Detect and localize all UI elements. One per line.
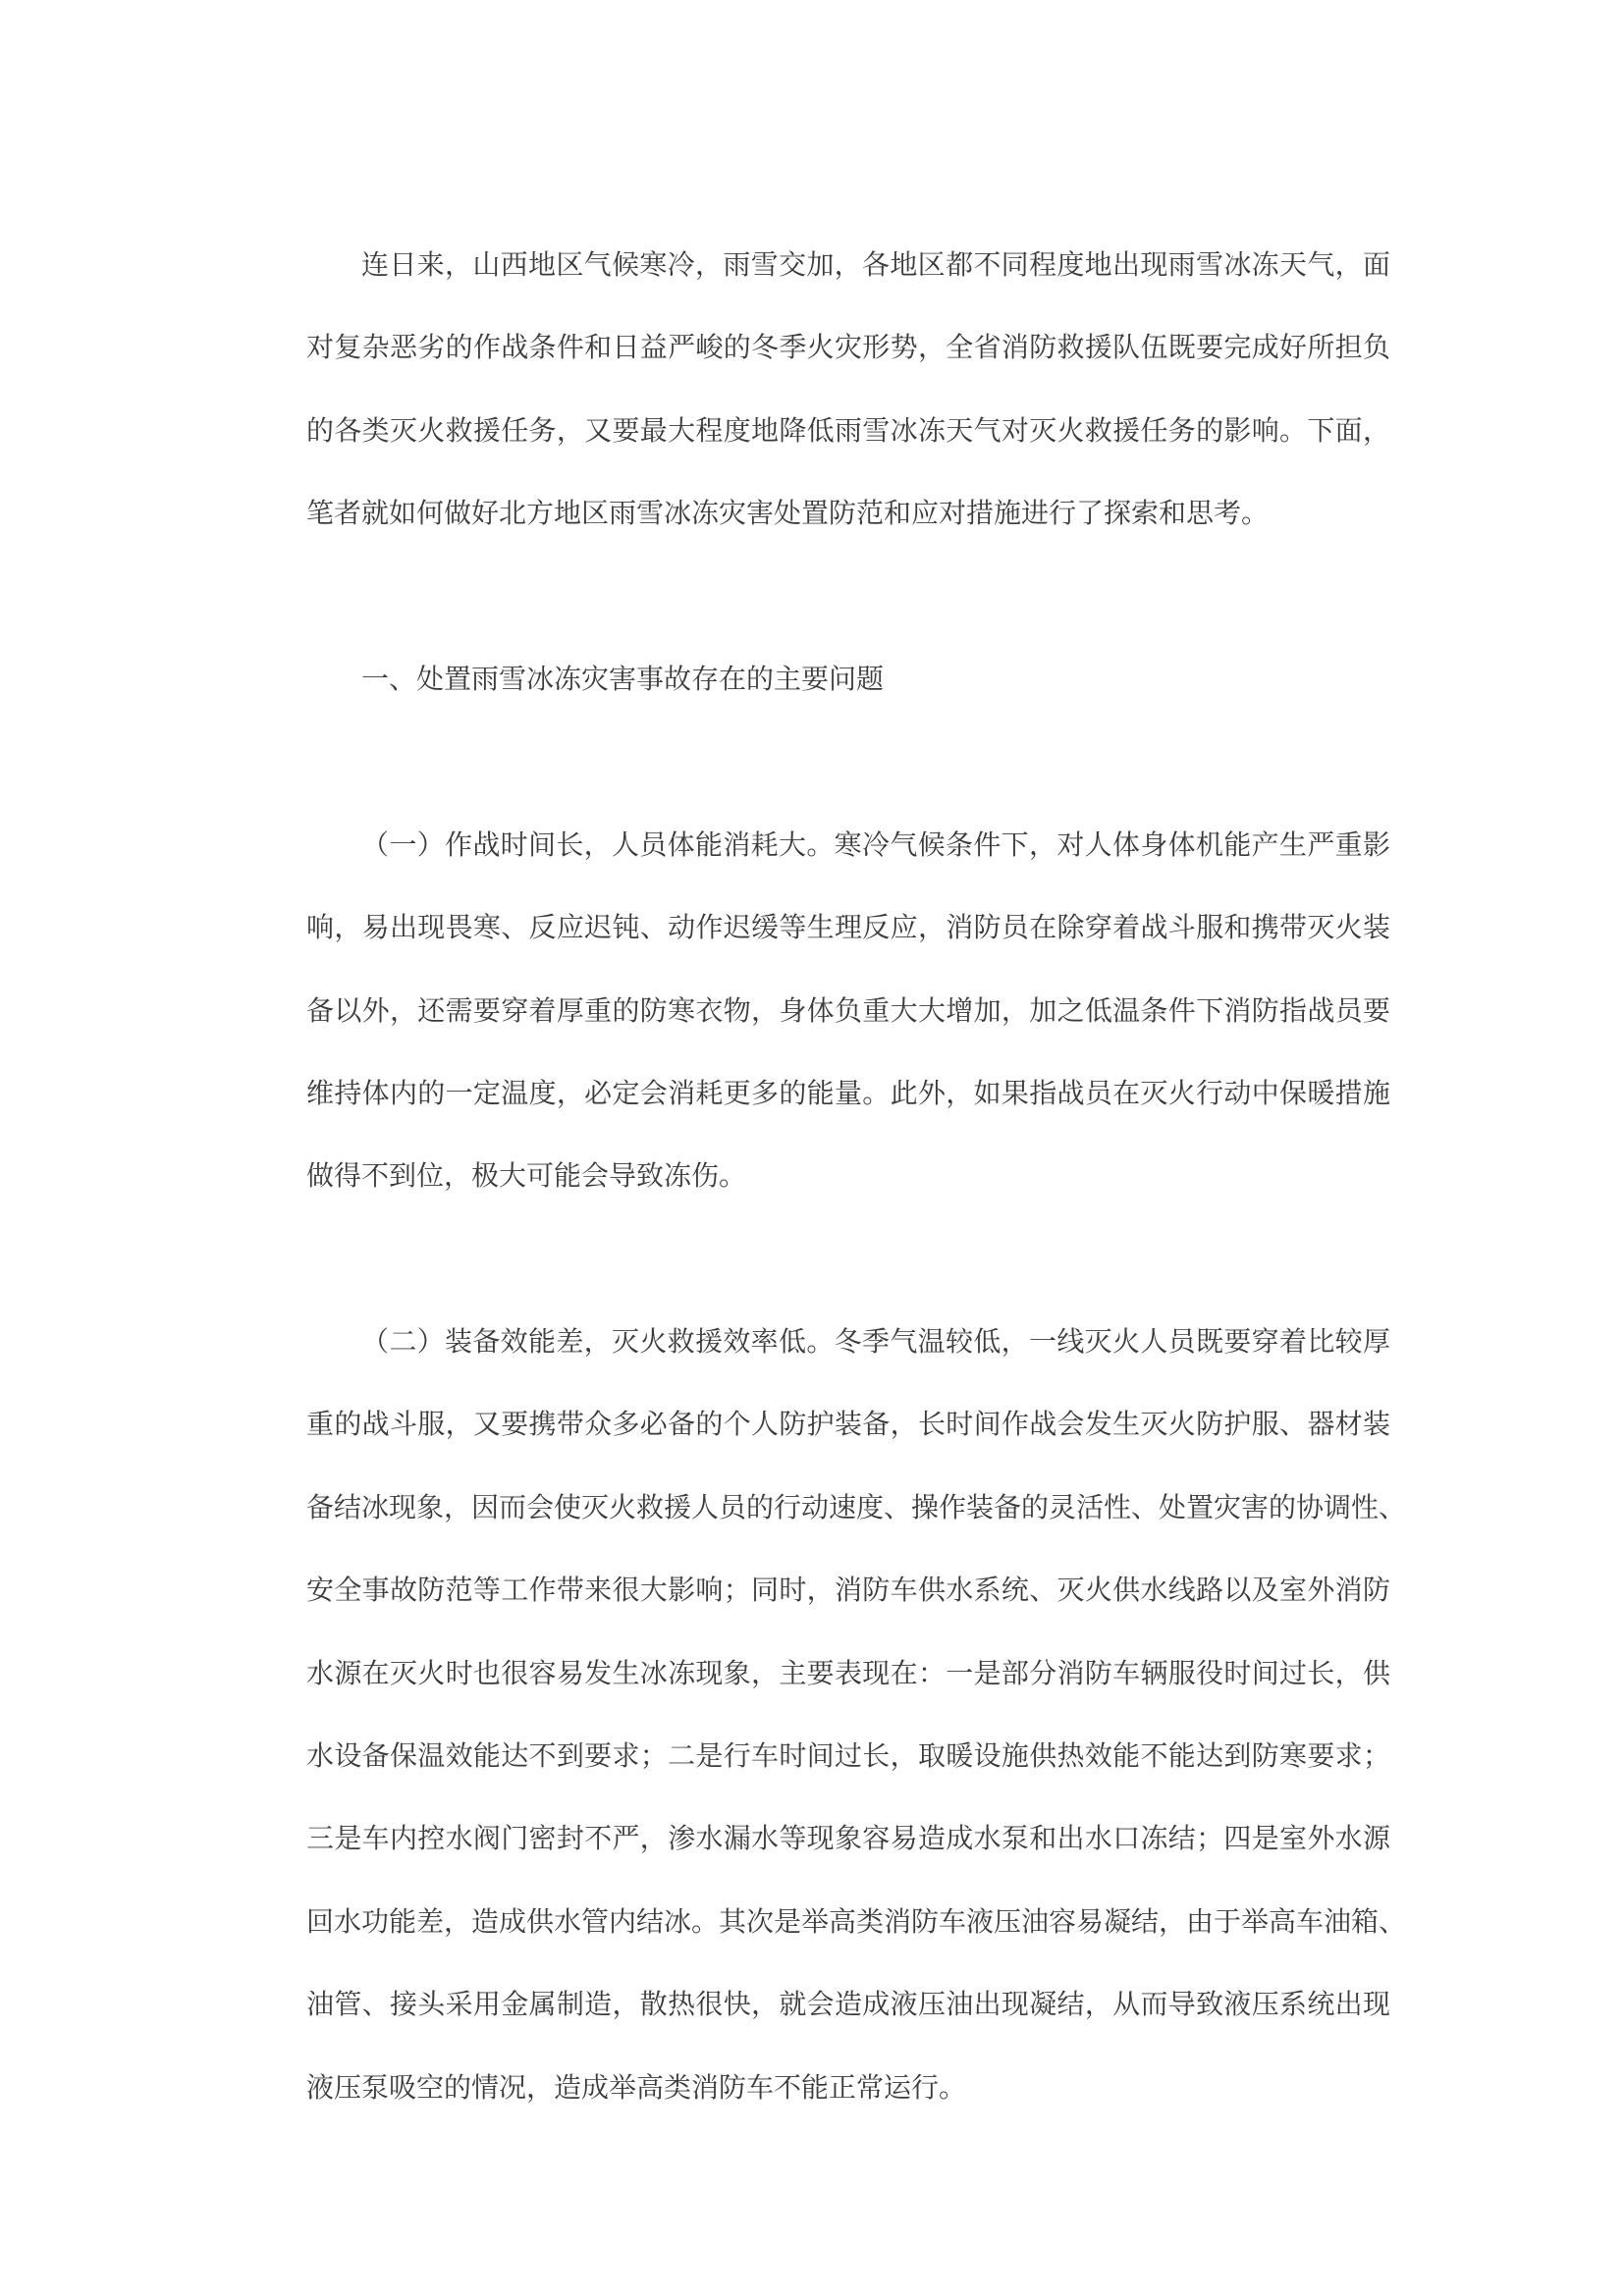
text-line: 备结冰现象，因而会使灭火救援人员的行动速度、操作装备的灵活性、处置灾害的协调性、 xyxy=(306,1490,1407,1523)
text-line: 维持体内的一定温度，必定会消耗更多的能量。此外，如果指战员在灭火行动中保暖措施 xyxy=(306,1076,1390,1109)
text-line: 的各类灭火救援任务，又要最大程度地降低雨雪冰冻天气对灭火救援任务的影响。下面， xyxy=(306,413,1390,447)
text-line: 笔者就如何做好北方地区雨雪冰冻灾害处置防范和应对措施进行了探索和思考。 xyxy=(306,497,1270,530)
heading-text: 一、处置雨雪冰冻灾害事故存在的主要问题 xyxy=(361,662,885,695)
text-line: （一）作战时间长，人员体能消耗大。寒冷气候条件下，对人体身体机能产生严重影 xyxy=(361,828,1390,861)
text-line: 水源在灭火时也很容易发生冰冻现象，主要表现在：一是部分消防车辆服役时间过长，供 xyxy=(306,1656,1390,1689)
item-1-paragraph xyxy=(251,804,1390,1218)
text-line: 油管、接头采用金属制造，散热很快，就会造成液压油出现凝结，从而导致液压系统出现 xyxy=(306,1988,1390,2021)
item-2-paragraph xyxy=(251,1301,1407,2129)
document-body xyxy=(251,224,1407,2129)
text-line: 液压泵吸空的情况，造成举高类消防车不能正常运行。 xyxy=(306,2070,967,2104)
text-line: 备以外，还需要穿着厚重的防寒衣物，身体负重大大增加，加之低温条件下消防指战员要 xyxy=(306,993,1390,1027)
paragraph-gap xyxy=(251,1218,1390,1301)
text-line: 回水功能差，造成供水管内结冰。其次是举高类消防车液压油容易凝结，由于举高车油箱、 xyxy=(306,1904,1407,1938)
text-line: 水设备保温效能达不到要求；二是行车时间过长，取暖设施供热效能不能达到防寒要求； xyxy=(306,1739,1390,1773)
text-line: 对复杂恶劣的作战条件和日益严峻的冬季火灾形势，全省消防救援队伍既要完成好所担负 xyxy=(306,331,1390,364)
text-line: 重的战斗服，又要携带众多必备的个人防护装备，长时间作战会发生灭火防护服、器材装 xyxy=(306,1408,1390,1441)
text-line: 连日来，山西地区气候寒冷，雨雪交加，各地区都不同程度地出现雨雪冰冻天气，面 xyxy=(361,248,1390,281)
text-line: 做得不到位，极大可能会导致冻伤。 xyxy=(306,1159,747,1193)
intro-paragraph xyxy=(251,224,1390,556)
section-heading xyxy=(251,638,1390,721)
paragraph-gap xyxy=(251,721,1390,803)
text-line: （二）装备效能差，灭火救援效率低。冬季气温较低，一线灭火人员既要穿着比较厚 xyxy=(361,1325,1390,1359)
text-line: 响，易出现畏寒、反应迟钝、动作迟缓等生理反应，消防员在除穿着战斗服和携带灭火装 xyxy=(306,911,1390,944)
paragraph-gap xyxy=(251,556,1390,638)
text-line: 安全事故防范等工作带来很大影响；同时，消防车供水系统、灭火供水线路以及室外消防 xyxy=(306,1574,1390,1607)
text-line: 三是车内控水阀门密封不严，渗水漏水等现象容易造成水泵和出水口冻结；四是室外水源 xyxy=(306,1822,1390,1855)
